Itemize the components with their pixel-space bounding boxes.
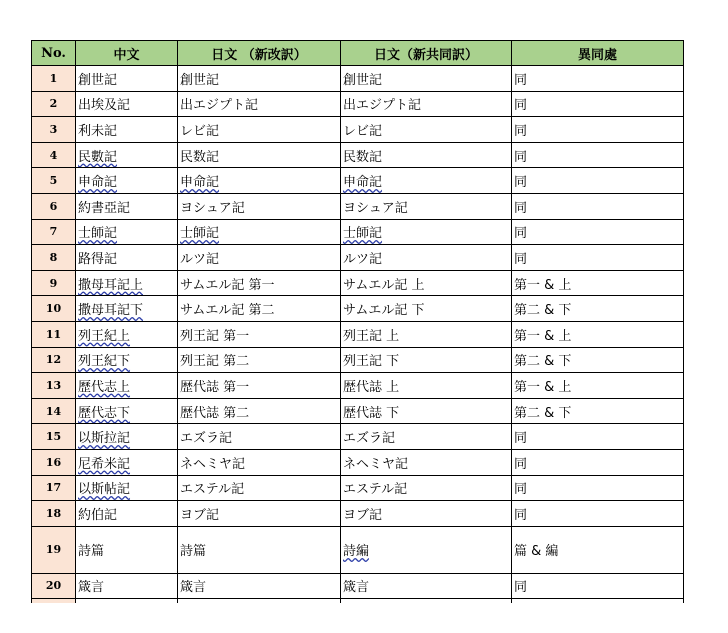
difference-cell: 同 [512,573,684,599]
table-row [32,142,684,168]
japanese-shinkaiyaku-cell: 列王記 第二 [178,347,341,373]
chinese-cell: 路得記 [76,245,178,271]
chinese-text: 列王紀下 [78,354,131,370]
row-number: 5 [32,168,76,194]
chinese-cell: 詩篇 [76,526,178,573]
table-row [32,475,684,501]
header-no: No. [32,41,76,66]
table-row [32,117,684,143]
row-number: 11 [32,321,76,347]
japanese-shinkaiyaku-cell: 歴代誌 第二 [178,398,341,424]
difference-cell: 同 [512,219,684,245]
japanese-shinkyodoyaku-cell: 出エジプト記 [341,91,512,117]
japanese-shinkaiyaku-cell: ヨシュア記 [178,193,341,219]
japanese-shinkyodoyaku-cell: ヨシュア記 [341,193,512,219]
chinese-cell: 利未記 [76,117,178,143]
difference-cell: 同 [512,91,684,117]
difference-cell: 同 [512,424,684,450]
difference-cell: 同 [512,449,684,475]
japanese-shinkaiyaku-cell: サムエル記 第二 [178,296,341,322]
chinese-cell [76,296,178,322]
japanese-shinkyodoyaku-cell: 箴言 [341,573,512,599]
difference-cell: 同 [512,168,684,194]
japanese-shinkaiyaku-cell: 出エジプト記 [178,91,341,117]
chinese-text: 士師記 [78,226,118,242]
japanese-shinkaiyaku-cell: エズラ記 [178,424,341,450]
chinese-cell [76,168,178,194]
row-number: 1 [32,66,76,92]
japanese-shinkaiyaku-cell: サムエル記 第一 [178,270,341,296]
row-number: 20 [32,573,76,599]
table-row [32,193,684,219]
japanese-shinkyodoyaku-cell: 歴代誌 上 [341,373,512,399]
chinese-cell [76,449,178,475]
chinese-cell [76,373,178,399]
japanese-shinkaiyaku-cell: レビ記 [178,117,341,143]
row-number: 13 [32,373,76,399]
row-number: 8 [32,245,76,271]
japanese-shinkyodoyaku-text: 詩編 [343,544,370,560]
difference-cell: 同 [512,66,684,92]
japanese-shinkaiyaku-cell [178,168,341,194]
difference-cell: 第二 & 下 [512,296,684,322]
japanese-shinkyodoyaku-cell: 民数記 [341,142,512,168]
row-number: 17 [32,475,76,501]
difference-cell: 同 [512,142,684,168]
chinese-text: 以斯拉記 [78,431,131,447]
japanese-shinkyodoyaku-cell: 列王記 上 [341,321,512,347]
chinese-text: 申命記 [78,175,118,191]
chinese-cell [76,424,178,450]
japanese-shinkyodoyaku-cell [341,168,512,194]
header-japanese-shinkaiyaku: 日文 （新改訳） [178,41,341,66]
row-number: 7 [32,219,76,245]
row-number: 19 [32,526,76,573]
japanese-shinkaiyaku-cell: 民数記 [178,142,341,168]
table-row [32,219,684,245]
japanese-shinkaiyaku-cell: 歴代誌 第一 [178,373,341,399]
table-row [32,270,684,296]
japanese-shinkyodoyaku-cell: ヨブ記 [341,501,512,527]
table-row [32,296,684,322]
chinese-text: 民數記 [78,149,118,165]
chinese-text: 撒母耳記下 [78,303,144,319]
chinese-text: 撒母耳記上 [78,277,144,293]
chinese-cell: 創世記 [76,66,178,92]
japanese-shinkaiyaku-cell: 創世記 [178,66,341,92]
row-number: 6 [32,193,76,219]
chinese-cell: 箴言 [76,573,178,599]
japanese-shinkyodoyaku-cell [341,526,512,573]
chinese-cell [76,321,178,347]
japanese-shinkyodoyaku-text: 士師記 [343,226,383,242]
page-bottom-margin [0,603,728,633]
japanese-shinkyodoyaku-cell: ネヘミヤ記 [341,449,512,475]
row-number: 3 [32,117,76,143]
chinese-text: 列王紀上 [78,328,131,344]
difference-cell: 同 [512,117,684,143]
row-number: 14 [32,398,76,424]
japanese-shinkyodoyaku-cell: エステル記 [341,475,512,501]
difference-cell: 同 [512,193,684,219]
japanese-shinkyodoyaku-cell: 列王記 下 [341,347,512,373]
japanese-shinkaiyaku-cell: ネヘミヤ記 [178,449,341,475]
japanese-shinkaiyaku-cell: 詩篇 [178,526,341,573]
chinese-text: 歷代志上 [78,379,131,395]
header-differences: 異同處 [512,41,684,66]
header-japanese-shinkyodoyaku: 日文（新共同訳） [341,41,512,66]
japanese-shinkyodoyaku-text: 申命記 [343,175,383,191]
header-chinese: 中文 [76,41,178,66]
japanese-shinkyodoyaku-cell: サムエル記 下 [341,296,512,322]
chinese-cell: 約書亞記 [76,193,178,219]
japanese-shinkyodoyaku-cell: レビ記 [341,117,512,143]
row-number: 16 [32,449,76,475]
japanese-shinkyodoyaku-cell: サムエル記 上 [341,270,512,296]
chinese-cell [76,142,178,168]
row-number: 10 [32,296,76,322]
table-row [32,347,684,373]
chinese-cell [76,219,178,245]
difference-cell: 篇 & 編 [512,526,684,573]
chinese-cell [76,270,178,296]
chinese-text: 尼希米記 [78,456,131,472]
table-row [32,168,684,194]
table-row [32,501,684,527]
chinese-cell: 出埃及記 [76,91,178,117]
difference-cell: 同 [512,475,684,501]
japanese-shinkaiyaku-cell: ルツ記 [178,245,341,271]
japanese-shinkyodoyaku-cell: 創世記 [341,66,512,92]
difference-cell: 第一 & 上 [512,321,684,347]
difference-cell: 第一 & 上 [512,270,684,296]
japanese-shinkaiyaku-text: 申命記 [180,175,220,191]
table-row [32,321,684,347]
difference-cell: 第一 & 上 [512,373,684,399]
table-row [32,449,684,475]
japanese-shinkaiyaku-cell [178,219,341,245]
table-row [32,424,684,450]
japanese-shinkyodoyaku-cell: ルツ記 [341,245,512,271]
table-row [32,398,684,424]
japanese-shinkaiyaku-cell: エステル記 [178,475,341,501]
chinese-cell [76,347,178,373]
difference-cell: 第二 & 下 [512,398,684,424]
header-row [32,41,684,66]
row-number: 18 [32,501,76,527]
row-number: 4 [32,142,76,168]
japanese-shinkaiyaku-text: 士師記 [180,226,220,242]
row-number: 2 [32,91,76,117]
table-row [32,66,684,92]
chinese-text: 以斯帖記 [78,482,131,498]
chinese-text: 歷代志下 [78,405,131,421]
chinese-cell [76,475,178,501]
row-number: 12 [32,347,76,373]
table-row [32,91,684,117]
chinese-cell: 約伯記 [76,501,178,527]
row-number: 9 [32,270,76,296]
japanese-shinkyodoyaku-cell [341,219,512,245]
difference-cell: 同 [512,245,684,271]
difference-cell: 同 [512,501,684,527]
japanese-shinkaiyaku-cell: ヨブ記 [178,501,341,527]
bible-books-comparison-table [31,40,684,622]
table-row [32,526,684,573]
row-number: 15 [32,424,76,450]
japanese-shinkaiyaku-cell: 列王記 第一 [178,321,341,347]
table-row [32,373,684,399]
table-row [32,245,684,271]
document-sheet [31,40,683,622]
japanese-shinkyodoyaku-cell: エズラ記 [341,424,512,450]
table-row [32,573,684,599]
difference-cell: 第二 & 下 [512,347,684,373]
japanese-shinkyodoyaku-cell: 歴代誌 下 [341,398,512,424]
chinese-cell [76,398,178,424]
japanese-shinkaiyaku-cell: 箴言 [178,573,341,599]
